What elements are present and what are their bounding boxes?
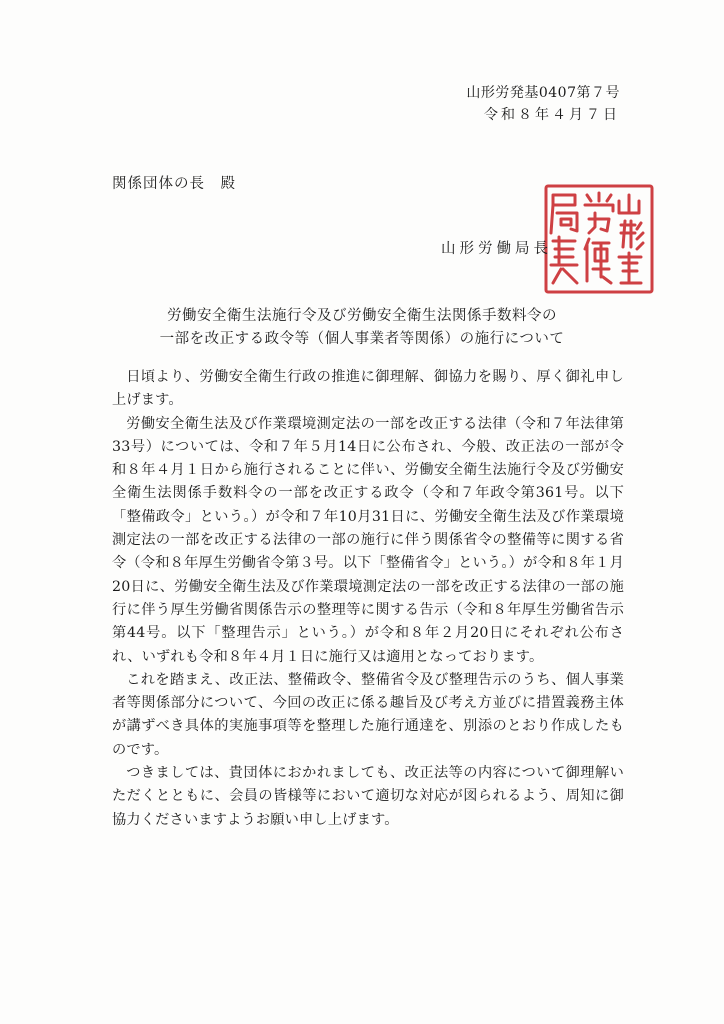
body-paragraph: つきましては、貴団体におかれましても、改正法等の内容について御理解いただくとともに、会員の皆様等において適切な対応が図られるよう、周知に御協力くださいますようお願い申し上げます。 (112, 765, 624, 828)
body-paragraph: 日頃より、労働安全衛生行政の推進に御理解、御協力を賜り、厚く御礼申し上げます。 (112, 369, 624, 409)
document-body (112, 366, 624, 832)
document-date: 令和８年４月７日 (484, 107, 620, 123)
title-line-2: 一部を改正する政令等（個人事業者等関係）の施行について (159, 331, 565, 347)
body-paragraph: 労働安全衛生法及び作業環境測定法の一部を改正する法律（令和７年法律第33号）については、令和７年５月14日に公布され、今般、改正法の一部が令和８年４月１日から施行されることに伴い、労働安全衛生法施行令及び労働安全衛生法関係手数料令の一部を改正する政令（令和７年政令第361号。以下「整備政令」という。）が令和７年10月31日に、労働安全衛生法及び作業環境測定法の一部を改正する法律の一部の施行に伴う関係省令の整備等に関する省令（令和８年厚生労働省令第３号。以下「整備省令」という。）が令和８年１月20日に、労働安全衛生法及び作業環境測定法の一部を改正する法律の一部の施行に伴う厚生労働省関係告示の整理等に関する告示（令和８年厚生労働省告示第44号。以下「整理告示」という。）が令和８年２月20日にそれぞれ公布され、いずれも令和８年４月１日に施行又は適用となっております。 (112, 415, 624, 665)
official-seal-stamp (543, 183, 655, 295)
body-paragraph: これを踏まえ、改正法、整備政令、整備省令及び整理告示のうち、個人事業者等関係部分について、今回の改正に係る趣旨及び考え方並びに措置義務主体が講ずべき具体的実施事項等を整理した施行通達を、別添のとおり作成したものです。 (112, 671, 624, 758)
addressee: 関係団体の長 殿 (112, 176, 236, 192)
document-title (0, 305, 724, 351)
sender-name: 山形労働局長 (441, 241, 552, 257)
title-line-1: 労働安全衛生法施行令及び労働安全衛生法関係手数料令の (167, 308, 557, 324)
document-number: 山形労発基0407第７号 (466, 85, 620, 101)
